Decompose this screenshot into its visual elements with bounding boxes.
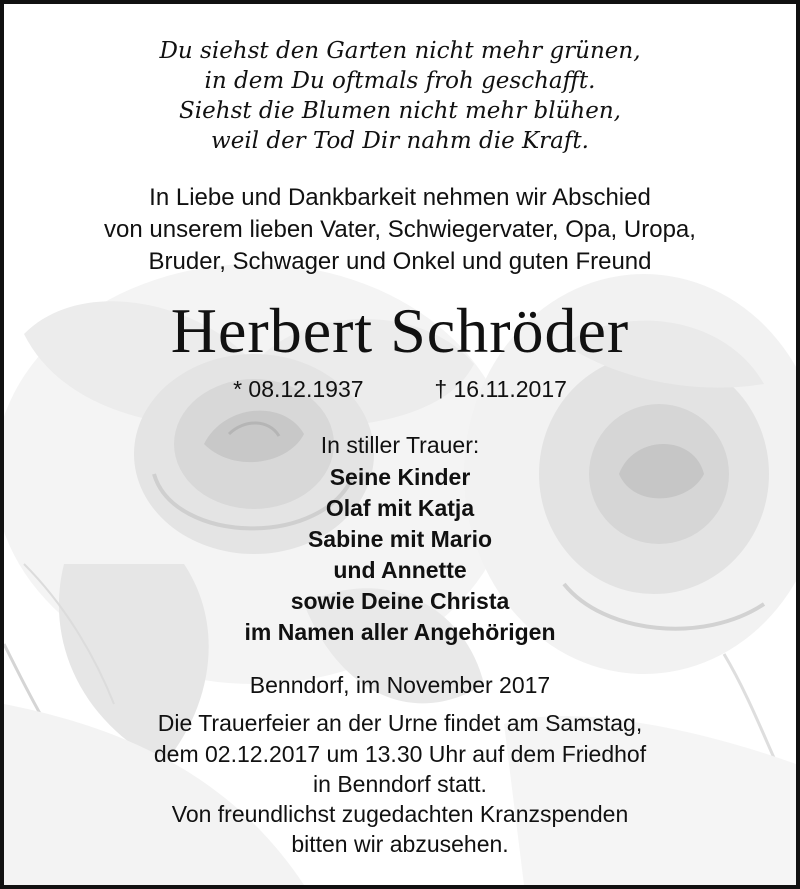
notice-content <box>4 4 796 885</box>
mourners-intro: In stiller Trauer: <box>320 432 480 458</box>
intro-line: In Liebe und Dankbarkeit nehmen wir Abschied <box>149 184 651 211</box>
mourner-name: und Annette <box>333 557 467 583</box>
place-date: Benndorf, im November 2017 <box>249 672 551 698</box>
funeral-info-line: Von freundlichst zugedachten Kranzspenden <box>171 801 629 827</box>
intro-line: Bruder, Schwager und Onkel und guten Freund <box>148 248 652 275</box>
funeral-info-line: dem 02.12.2017 um 13.30 Uhr auf dem Friedhof <box>153 741 647 767</box>
deceased-name: Herbert Schröder <box>170 295 630 366</box>
death-date: † 16.11.2017 <box>434 376 567 402</box>
funeral-info-line: bitten wir abzusehen. <box>291 831 509 857</box>
mourner-name: sowie Deine Christa <box>290 588 510 614</box>
poem-line: weil der Tod Dir nahm die Kraft. <box>211 128 589 154</box>
life-dates <box>4 376 796 403</box>
funeral-info-line: Die Trauerfeier an der Urne findet am Samstag, <box>157 710 643 736</box>
funeral-info-line: in Benndorf statt. <box>313 771 487 797</box>
intro-line: von unserem lieben Vater, Schwiegervater, Opa, Uropa, <box>104 216 696 243</box>
poem-line: Siehst die Blumen nicht mehr blühen, <box>179 98 621 124</box>
mourner-name: Sabine mit Mario <box>307 526 493 552</box>
poem-line: Du siehst den Garten nicht mehr grünen, <box>159 38 641 64</box>
mourner-name: im Namen aller Angehörigen <box>244 619 556 645</box>
birth-date: * 08.12.1937 <box>233 376 364 402</box>
mourner-name: Seine Kinder <box>329 464 471 490</box>
poem-line: in dem Du oftmals froh geschafft. <box>204 68 596 94</box>
mourner-name: Olaf mit Katja <box>325 495 475 521</box>
